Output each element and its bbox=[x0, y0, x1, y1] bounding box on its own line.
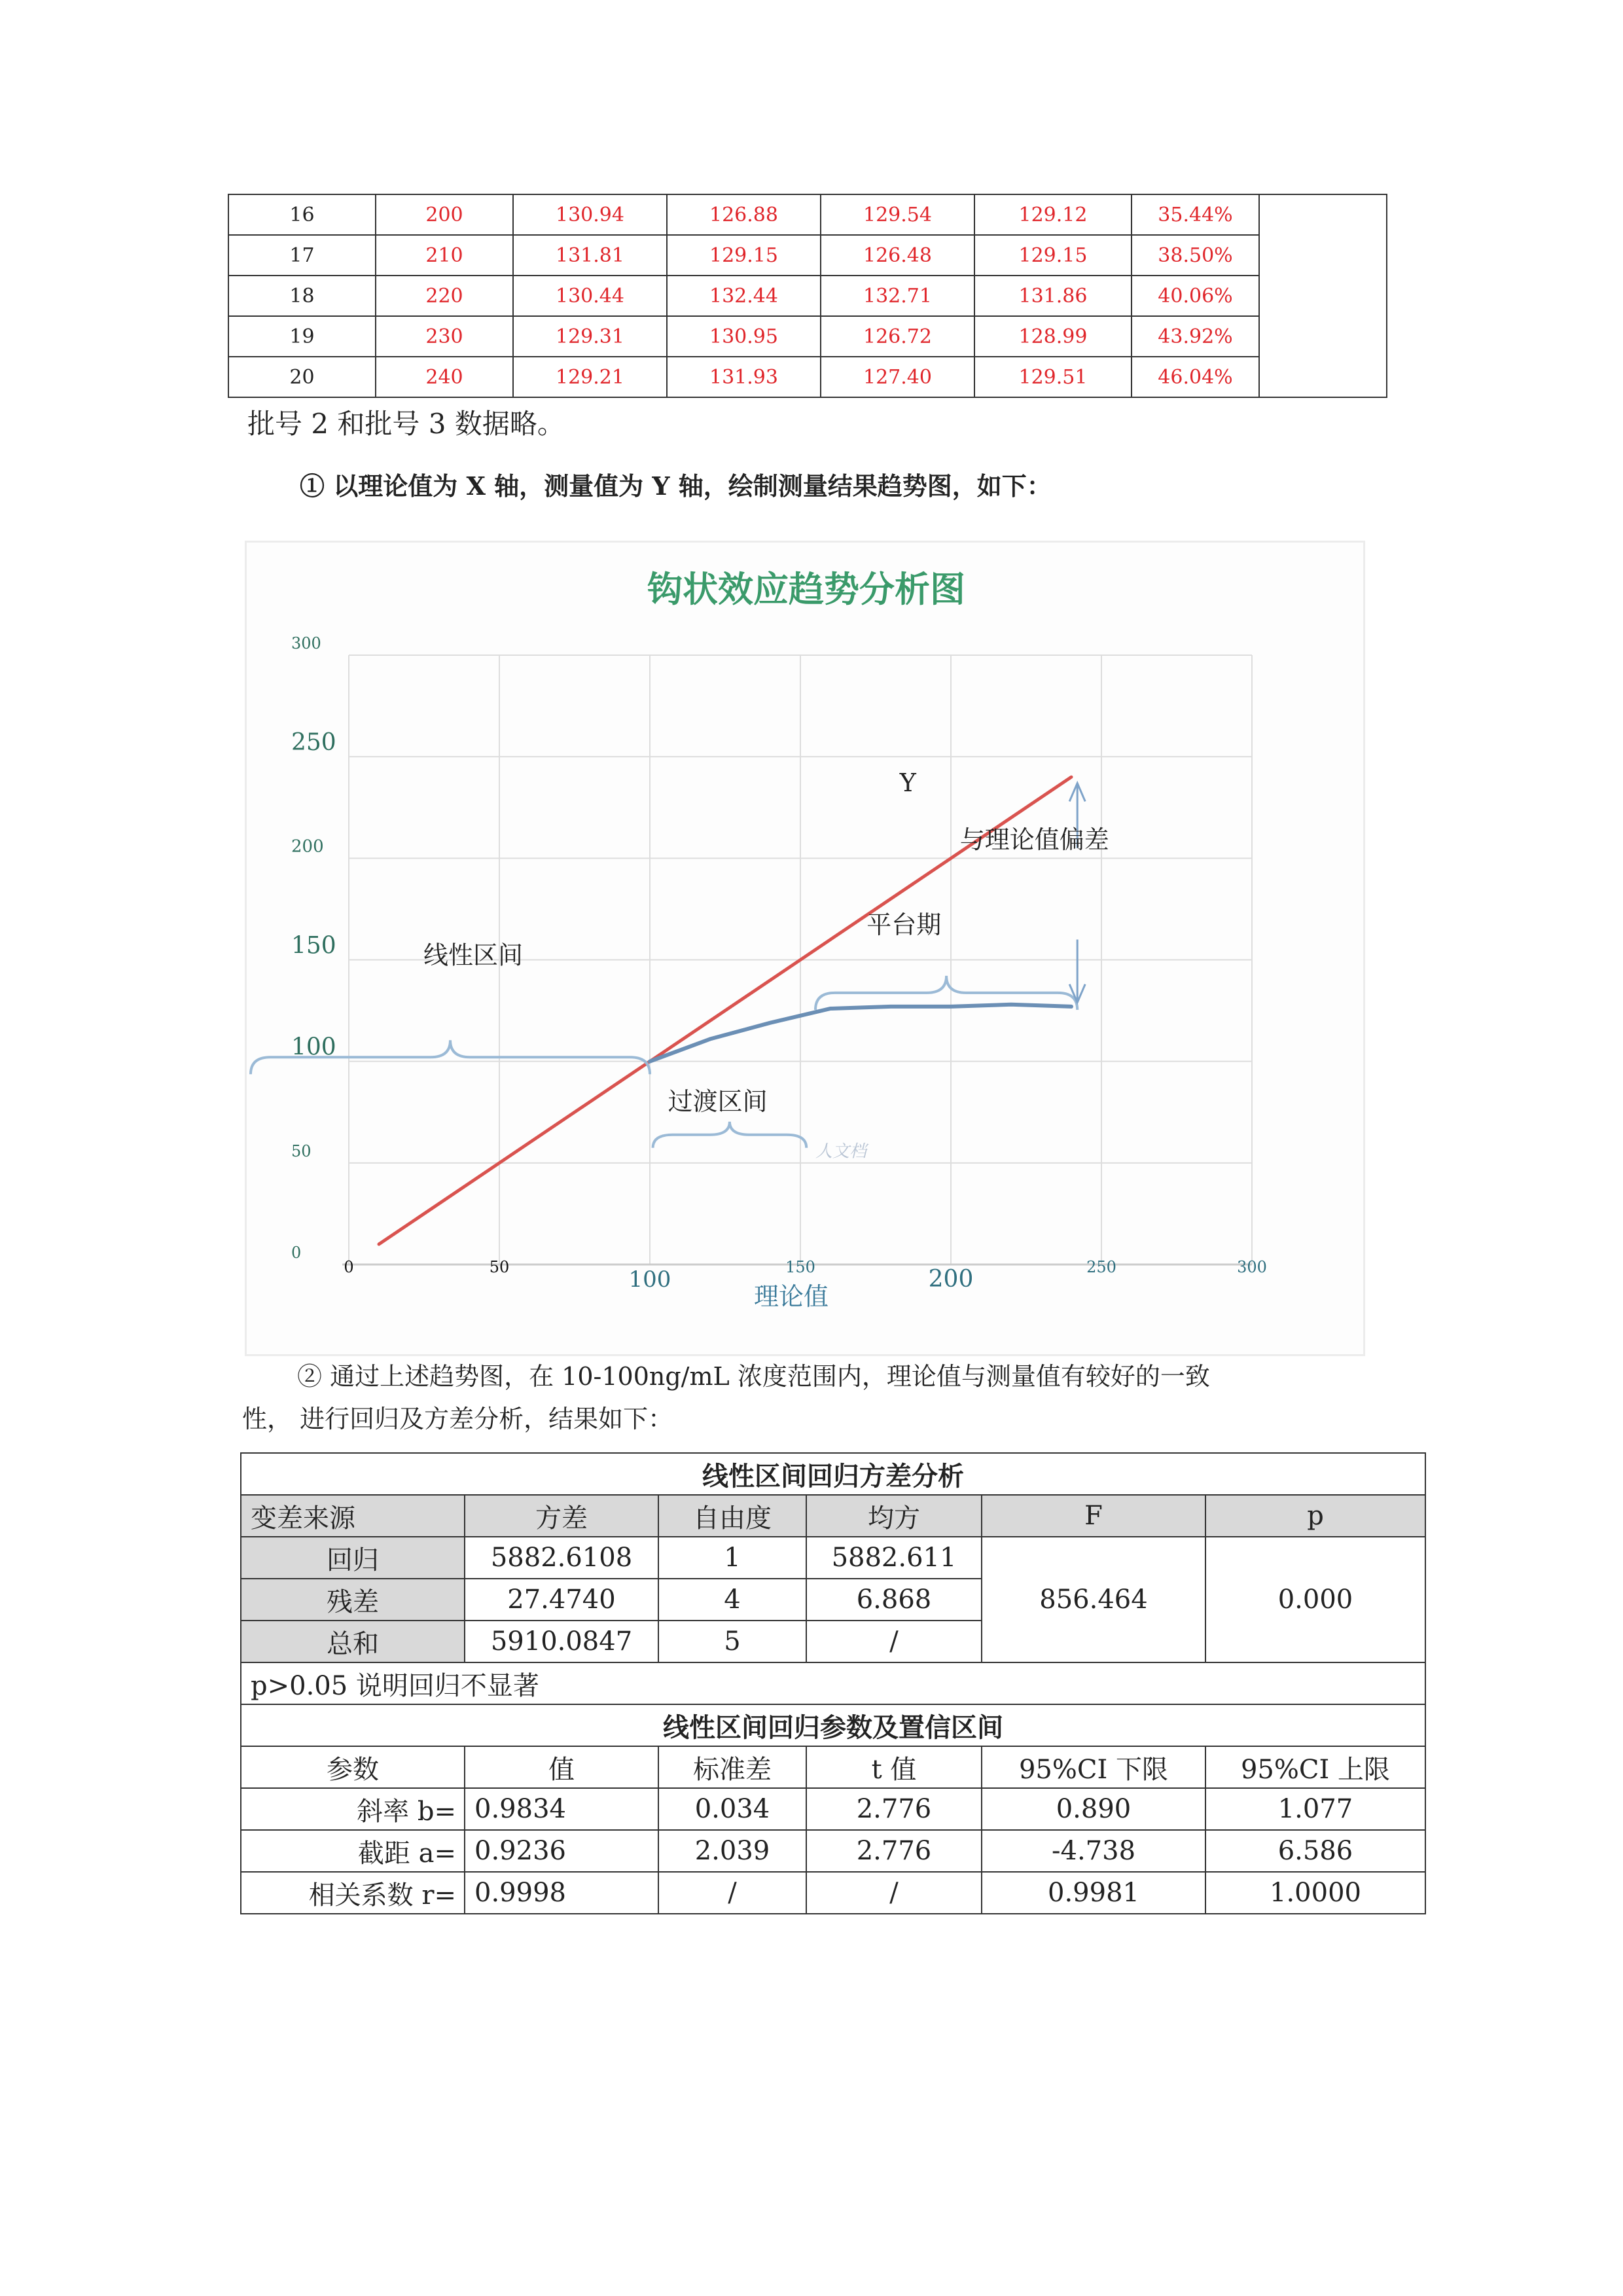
annotation-linear: 线性区间 bbox=[423, 941, 524, 970]
cell-no: 17 bbox=[228, 235, 376, 276]
cell-m2: 131.93 bbox=[667, 357, 821, 397]
cell-source: 回归 bbox=[241, 1537, 465, 1579]
x-tick-label: 150 bbox=[785, 1258, 815, 1276]
x-tick-label: 200 bbox=[928, 1266, 974, 1293]
header-cell: 值 bbox=[465, 1746, 658, 1788]
header-cell: 标准差 bbox=[658, 1746, 806, 1788]
cell-ms: / bbox=[806, 1621, 982, 1662]
header-cell: t 值 bbox=[806, 1746, 982, 1788]
annotation-deviation: 与理论值偏差 bbox=[959, 825, 1109, 854]
annotation-transition: 过渡区间 bbox=[668, 1087, 768, 1117]
cell-param: 斜率 b= bbox=[241, 1788, 465, 1830]
measured-curve bbox=[650, 1005, 1071, 1062]
header-cell: 95%CI 上限 bbox=[1205, 1746, 1425, 1788]
table-header-row bbox=[241, 1495, 1425, 1537]
cell-mean: 129.51 bbox=[974, 357, 1132, 397]
table-row bbox=[241, 1537, 1425, 1579]
table-row bbox=[241, 1662, 1425, 1704]
cell-source: 残差 bbox=[241, 1579, 465, 1621]
cell-rate: 40.06% bbox=[1132, 276, 1259, 316]
cell-sd: 2.039 bbox=[658, 1830, 806, 1872]
x-tick-label: 100 bbox=[628, 1266, 671, 1293]
cell-m1: 129.31 bbox=[513, 316, 667, 357]
cell-m1: 131.81 bbox=[513, 235, 667, 276]
table-row bbox=[241, 1830, 1425, 1872]
cell-ss: 5910.0847 bbox=[465, 1621, 658, 1662]
table-row bbox=[228, 194, 1387, 235]
header-cell: 均方 bbox=[806, 1495, 982, 1537]
cell-param: 相关系数 r= bbox=[241, 1872, 465, 1914]
table-row bbox=[228, 235, 1387, 276]
cell-mean: 129.12 bbox=[974, 194, 1132, 235]
cell-rate: 35.44% bbox=[1132, 194, 1259, 235]
regression-table bbox=[240, 1452, 1426, 1914]
cell-ms: 6.868 bbox=[806, 1579, 982, 1621]
cell-mean: 129.15 bbox=[974, 235, 1132, 276]
cell-rate: 43.92% bbox=[1132, 316, 1259, 357]
table-row bbox=[241, 1872, 1425, 1914]
cell-m3: 127.40 bbox=[821, 357, 974, 397]
y-tick-label: 300 bbox=[291, 634, 321, 653]
watermark: 人文档 bbox=[815, 1141, 867, 1162]
cell-m1: 130.44 bbox=[513, 276, 667, 316]
param-title: 线性区间回归参数及置信区间 bbox=[241, 1704, 1425, 1746]
x-axis-label: 理论值 bbox=[753, 1282, 829, 1311]
cell-ci-high: 1.0000 bbox=[1205, 1872, 1425, 1914]
cell-m2: 126.88 bbox=[667, 194, 821, 235]
chart-canvas bbox=[247, 543, 1363, 1354]
cell-f-value: 856.464 bbox=[982, 1537, 1205, 1662]
cell-m3: 132.71 bbox=[821, 276, 974, 316]
cell-sd: 0.034 bbox=[658, 1788, 806, 1830]
x-tick-label: 300 bbox=[1237, 1258, 1267, 1276]
cell-theory: 220 bbox=[376, 276, 513, 316]
y-tick-label: 100 bbox=[291, 1033, 336, 1061]
cell-mean: 131.86 bbox=[974, 276, 1132, 316]
cell-theory: 210 bbox=[376, 235, 513, 276]
cell-df: 5 bbox=[658, 1621, 806, 1662]
header-cell: p bbox=[1205, 1495, 1425, 1537]
table-header-row bbox=[241, 1746, 1425, 1788]
cell-param: 截距 a= bbox=[241, 1830, 465, 1872]
header-cell: 方差 bbox=[465, 1495, 658, 1537]
cell-theory: 230 bbox=[376, 316, 513, 357]
section-heading: ① 以理论值为 X 轴，测量值为 Y 轴，绘制测量结果趋势图，如下： bbox=[300, 471, 1052, 501]
cell-value: 0.9998 bbox=[465, 1872, 658, 1914]
cell-ci-high: 1.077 bbox=[1205, 1788, 1425, 1830]
cell-rate: 38.50% bbox=[1132, 235, 1259, 276]
table-row bbox=[241, 1704, 1425, 1746]
header-cell: F bbox=[982, 1495, 1205, 1537]
cell-p-value: 0.000 bbox=[1205, 1537, 1425, 1662]
table-row bbox=[228, 316, 1387, 357]
analysis-paragraph-line2: 性， 进行回归及方差分析，结果如下： bbox=[242, 1405, 673, 1433]
y-tick-label: 200 bbox=[291, 836, 324, 857]
cell-no: 16 bbox=[228, 194, 376, 235]
y-tick-label: 150 bbox=[291, 932, 336, 960]
cell-m3: 129.54 bbox=[821, 194, 974, 235]
cell-m1: 130.94 bbox=[513, 194, 667, 235]
cell-no: 18 bbox=[228, 276, 376, 316]
table-row bbox=[241, 1453, 1425, 1495]
y-tick-label: 250 bbox=[291, 729, 336, 757]
x-tick-label: 250 bbox=[1086, 1258, 1116, 1276]
transition-range-brace bbox=[653, 1122, 807, 1148]
cell-ci-low: 0.9981 bbox=[982, 1872, 1205, 1914]
y-tick-label: 0 bbox=[291, 1244, 302, 1262]
cell-sd: / bbox=[658, 1872, 806, 1914]
chart-annotations bbox=[251, 783, 1109, 1162]
cell-ss: 27.4740 bbox=[465, 1579, 658, 1621]
cell-ci-high: 6.586 bbox=[1205, 1830, 1425, 1872]
batch-note: 批号 2 和批号 3 数据略。 bbox=[247, 408, 565, 440]
cell-ci-low: -4.738 bbox=[982, 1830, 1205, 1872]
analysis-paragraph-line1: ② 通过上述趋势图，在 10-100ng/mL 浓度范围内，理论值与测量值有较好的一致 bbox=[297, 1362, 1210, 1391]
cell-t: 2.776 bbox=[806, 1788, 982, 1830]
cell-df: 4 bbox=[658, 1579, 806, 1621]
cell-m3: 126.72 bbox=[821, 316, 974, 357]
batch-data-table bbox=[228, 194, 1387, 398]
anova-note: p>0.05 说明回归不显著 bbox=[241, 1662, 1425, 1704]
table-row bbox=[241, 1788, 1425, 1830]
series-label: Y bbox=[899, 768, 916, 797]
cell-df: 1 bbox=[658, 1537, 806, 1579]
cell-m2: 132.44 bbox=[667, 276, 821, 316]
cell-ss: 5882.6108 bbox=[465, 1537, 658, 1579]
cell-t: / bbox=[806, 1872, 982, 1914]
cell-value: 0.9834 bbox=[465, 1788, 658, 1830]
header-cell: 95%CI 下限 bbox=[982, 1746, 1205, 1788]
cell-m1: 129.21 bbox=[513, 357, 667, 397]
cell-blank bbox=[1259, 194, 1387, 397]
cell-m2: 130.95 bbox=[667, 316, 821, 357]
x-tick-label: 0 bbox=[344, 1258, 354, 1276]
x-tick-label: 50 bbox=[489, 1258, 510, 1276]
y-tick-label: 50 bbox=[291, 1141, 312, 1160]
header-cell: 参数 bbox=[241, 1746, 465, 1788]
cell-ci-low: 0.890 bbox=[982, 1788, 1205, 1830]
cell-no: 20 bbox=[228, 357, 376, 397]
header-cell: 自由度 bbox=[658, 1495, 806, 1537]
cell-value: 0.9236 bbox=[465, 1830, 658, 1872]
hook-effect-chart bbox=[245, 541, 1365, 1356]
cell-theory: 200 bbox=[376, 194, 513, 235]
chart-title: 钩状效应趋势分析图 bbox=[647, 569, 965, 610]
cell-t: 2.776 bbox=[806, 1830, 982, 1872]
cell-source: 总和 bbox=[241, 1621, 465, 1662]
table-row bbox=[228, 276, 1387, 316]
cell-ms: 5882.611 bbox=[806, 1537, 982, 1579]
table-row bbox=[228, 357, 1387, 397]
cell-no: 19 bbox=[228, 316, 376, 357]
cell-mean: 128.99 bbox=[974, 316, 1132, 357]
cell-theory: 240 bbox=[376, 357, 513, 397]
cell-rate: 46.04% bbox=[1132, 357, 1259, 397]
header-cell: 变差来源 bbox=[241, 1495, 465, 1537]
cell-m3: 126.48 bbox=[821, 235, 974, 276]
anova-title: 线性区间回归方差分析 bbox=[241, 1453, 1425, 1495]
annotation-plateau: 平台期 bbox=[866, 910, 942, 940]
cell-m2: 129.15 bbox=[667, 235, 821, 276]
